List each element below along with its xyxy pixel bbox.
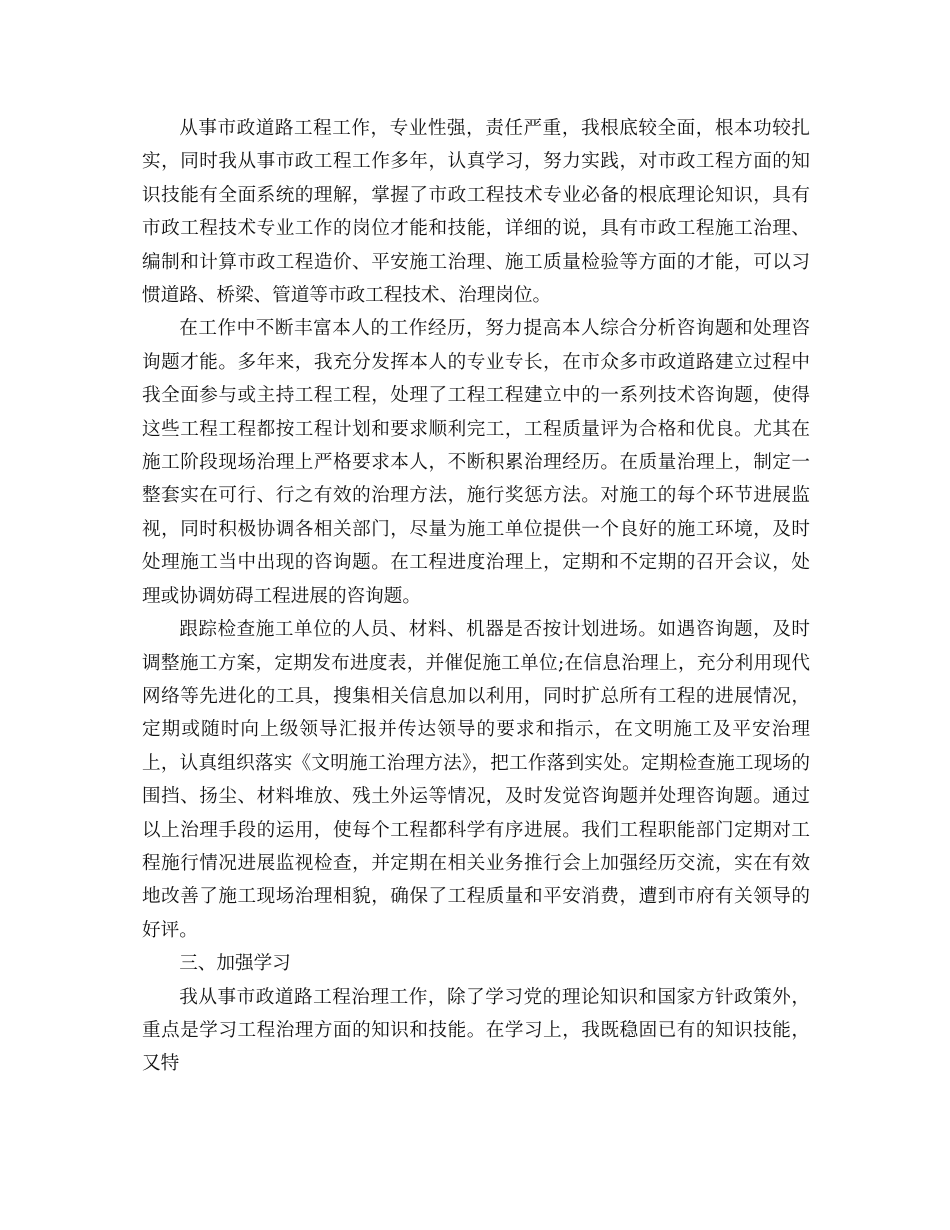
document-body [142,112,810,1081]
paragraph-professional-background: 从事市政道路工程工作，专业性强，责任严重，我根底较全面，根本功较扎实，同时我从事市政工程工作多年，认真学习，努力实践，对市政工程方面的知识技能有全面系统的理解，掌握了市政工程技术专业必备的根底理论知识，具有市政工程技术专业工作的岗位才能和技能，详细的说，具有市政工程施工治理、编制和计算市政工程造价、平安施工治理、施工质量检验等方面的才能，可以习惯道路、桥梁、管道等市政工程技术、治理岗位。 [142,118,810,307]
paragraph-work-experience: 在工作中不断丰富本人的工作经历，努力提高本人综合分析咨询题和处理咨询题才能。多年来，我充分发挥本人的专业专长，在市众多市政道路建立过程中我全面参与或主持工程工程，处理了工程工程建立中的一系列技术咨询题，使得这些工程工程都按工程计划和要求顺利完工，工程质量评为合格和优良。尤其在施工阶段现场治理上严格要求本人，不断积累治理经历。在质量治理上，制定一整套实在可行、行之有效的治理方法，施行奖惩方法。对施工的每个环节进展监视，同时积极协调各相关部门，尽量为施工单位提供一个良好的施工环境，及时处理施工当中出现的咨询题。在工程进度治理上，定期和不定期的召开会议，处理或协调妨碍工程进展的咨询题。 [142,318,810,607]
paragraph-study: 我从事市政道路工程治理工作，除了学习党的理论知识和国家方针政策外，重点是学习工程治理方面的知识和技能。在学习上，我既稳固已有的知识技能，又特 [142,986,810,1075]
section-heading-study: 三、加强学习 [179,953,291,975]
paragraph-site-management: 跟踪检查施工单位的人员、材料、机器是否按计划进场。如遇咨询题，及时调整施工方案，定期发布进度表，并催促施工单位;在信息治理上，充分利用现代网络等先进化的工具，搜集相关信息加以利用，同时扩总所有工程的进展情况，定期或随时向上级领导汇报并传达领导的要求和指示，在文明施工及平安治理上，认真组织落实《文明施工治理方法》，把工作落到实处。定期检查施工现场的围挡、扬尘、材料堆放、残土外运等情况，及时发觉咨询题并处理咨询题。通过以上治理手段的运用，使每个工程都科学有序进展。我们工程职能部门定期对工程施行情况进展监视检查，并定期在相关业务推行会上加强经历交流，实在有效地改善了施工现场治理相貌，确保了工程质量和平安消费，遭到市府有关领导的好评。 [142,619,810,941]
